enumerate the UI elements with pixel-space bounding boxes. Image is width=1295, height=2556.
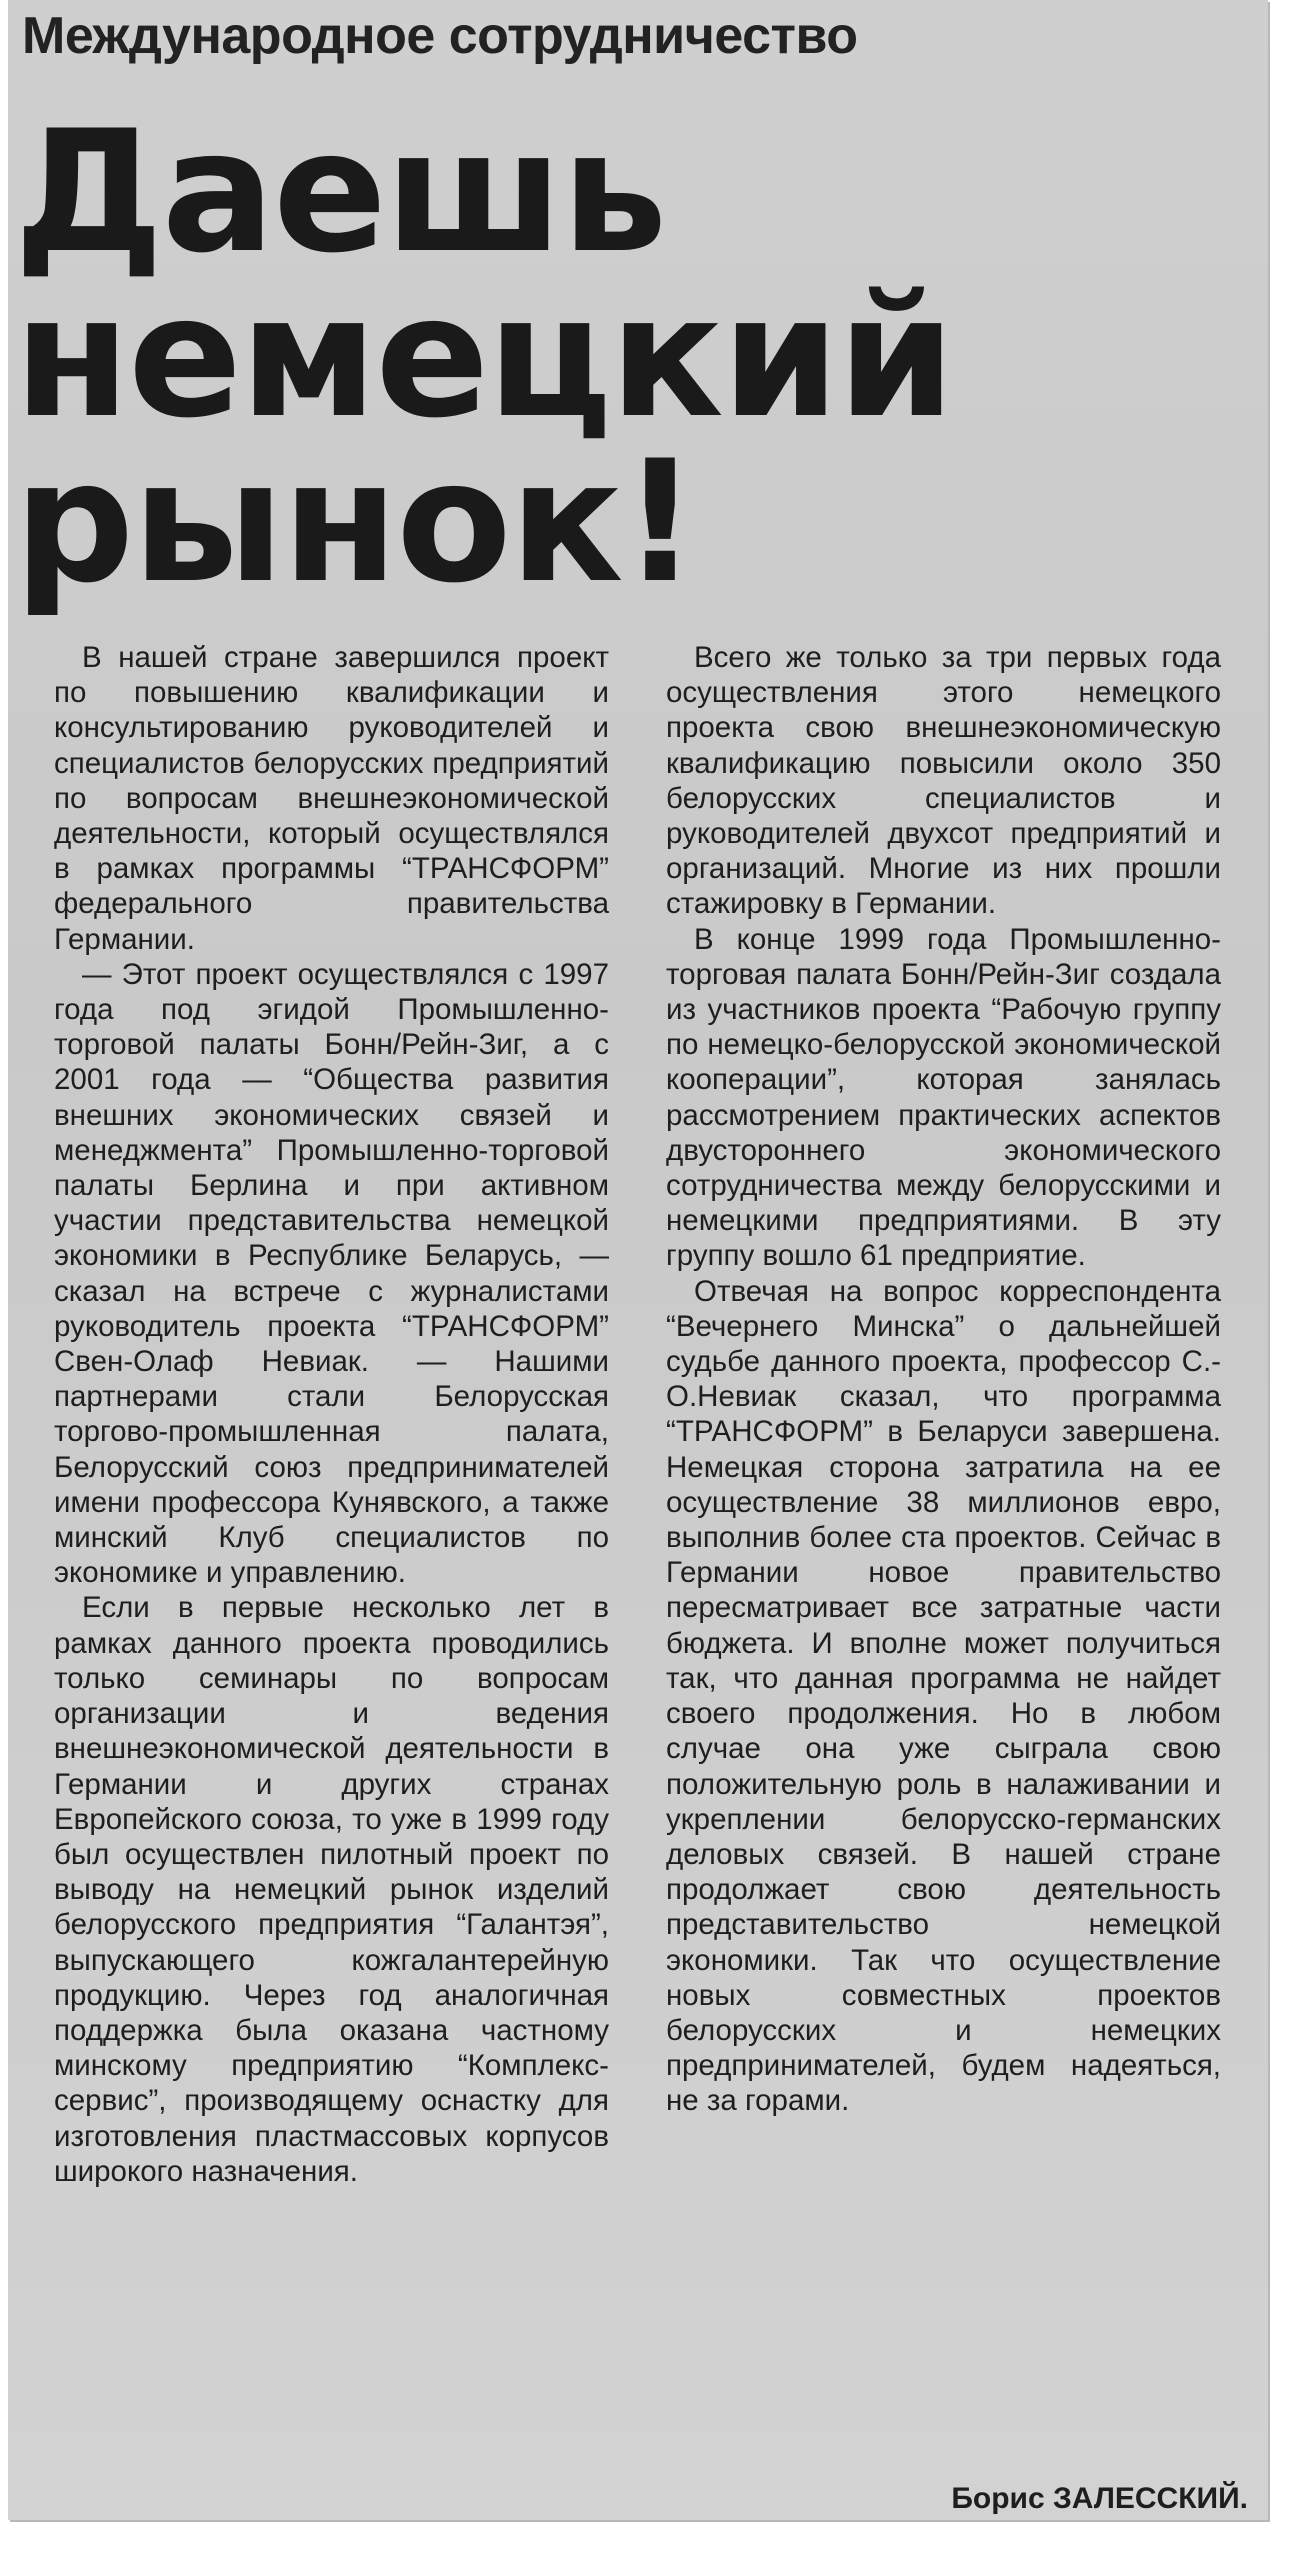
- paragraph: Если в первые несколько лет в рамках данного проекта проводились только семинары по вопросам организации и ведения внешнеэкономической деятельности в Германии и других странах Европейского союза, то уже в 1999 году был осуществлен пилотный проект по выводу на немецкий рынок изделий белорусского предприятия “Галантэя”, выпускающего кожгалантерейную продукцию. Через год аналогичная поддержка была оказана частному минскому предприятию “Комплекс-сервис”, производящему оснастку для изготовления пластмассовых корпусов широкого назначения.: [54, 1591, 609, 2188]
- headline: [14, 94, 1214, 620]
- section-rubric: Международное сотрудничество: [22, 7, 858, 65]
- paragraph: В конце 1999 года Промышленно-торговая палата Бонн/Рейн-Зиг создала из участников проекта “Рабочую группу по немецко-белорусской экономической кооперации”, которая занялась рассмотрением практических аспектов двустороннего экономического сотрудничества между белорусскими и немецкими предприятиями. В эту группу вошло 61 предприятие.: [666, 922, 1221, 1273]
- article-column-left: [54, 640, 609, 2189]
- paragraph: — Этот проект осуществлялся с 1997 года под эгидой Промышленно-торговой палаты Бонн/Рейн-Зиг, а с 2001 года — “Общества развития внешних экономических связей и менеджмента” Промышленно-торговой палаты Берлина и при активном участии представительства немецкой экономики в Республике Беларусь, — сказал на встрече с журналистами руководитель проекта “ТРАНСФОРМ” Свен-Олаф Невиак. — Нашими партнерами стали Белорусская торгово-промышленная палата, Белорусский союз предпринимателей имени профессора Кунявского, а также минский Клуб специалистов по экономике и управлению.: [54, 957, 609, 1590]
- paragraph: Отвечая на вопрос корреспондента “Вечернего Минска” о дальнейшей судьбе данного проекта, профессор С.-О.Невиак сказал, что программа “ТРАНСФОРМ” в Беларуси завершена. Немецкая сторона затратила на ее осуществление 38 миллионов евро, выполнив более ста проектов. Сейчас в Германии новое правительство пересматривает все затратные части бюджета. И вполне может получиться так, что данная программа не найдет своего продолжения. Но в любом случае она уже сыграла свою положительную роль в налаживании и укреплении белорусско-германских деловых связей. В нашей стране продолжает свою деятельность представительство немецкой экономики. Так что осуществление новых совместных проектов белорусских и немецких предпринимателей, будем надеяться, не за горами.: [666, 1274, 1221, 2118]
- headline-line-3: рынок!: [14, 424, 697, 620]
- headline-line-2: немецкий: [14, 259, 954, 455]
- author-signature: Борис ЗАЛЕССКИЙ.: [951, 2482, 1248, 2515]
- paragraph: Всего же только за три первых года осуществления этого немецкого проекта свою внешнеэкономическую квалификацию повысили около 350 белорусских специалистов и руководителей двухсот предприятий и организаций. Многие из них прошли стажировку в Германии.: [666, 641, 1221, 921]
- paragraph: В нашей стране завершился проект по повышению квалификации и консультированию руководителей и специалистов белорусских предприятий по вопросам внешнеэкономической деятельности, который осуществлялся в рамках программы “ТРАНСФОРМ” федерального правительства Германии.: [54, 641, 609, 956]
- newspaper-clipping: [8, 0, 1268, 2520]
- article-column-right: [666, 640, 1221, 2119]
- headline-line-1: Даешь: [14, 94, 666, 290]
